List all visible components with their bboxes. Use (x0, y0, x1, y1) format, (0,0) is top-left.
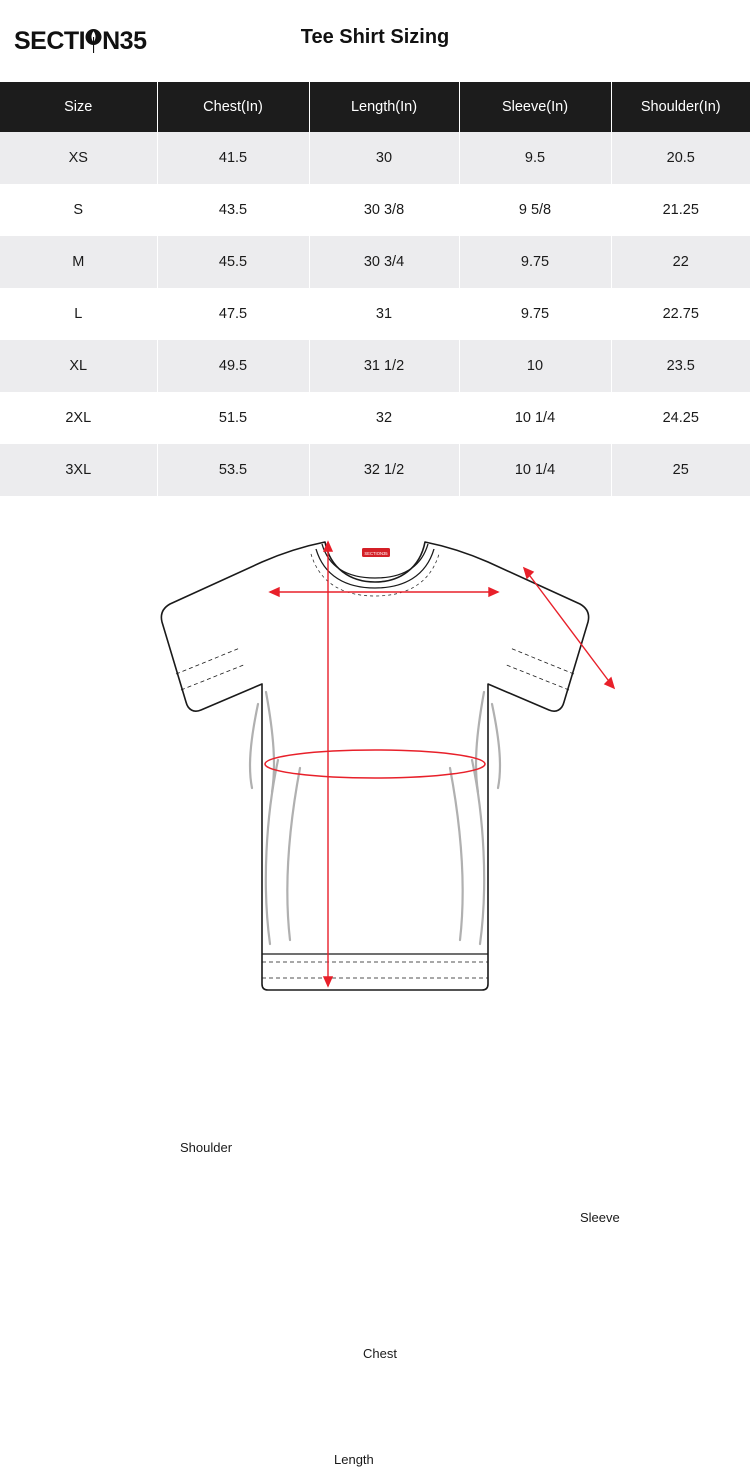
brand-logo-text-post: N35 (102, 26, 147, 55)
cell-shoulder: 20.5 (611, 132, 750, 184)
cell-chest: 41.5 (157, 132, 309, 184)
cell-length: 30 3/8 (309, 184, 459, 236)
table-row (0, 288, 750, 340)
cell-shoulder: 24.25 (611, 392, 750, 444)
table-row (0, 392, 750, 444)
page-header (0, 0, 750, 82)
cell-sleeve: 9 5/8 (459, 184, 611, 236)
table-header-row (0, 82, 750, 132)
cell-length: 30 3/4 (309, 236, 459, 288)
feather-circle-icon (85, 28, 102, 54)
cell-shoulder: 22 (611, 236, 750, 288)
page-title: Tee Shirt Sizing (300, 26, 450, 48)
column-header-shoulder: Shoulder(In) (611, 82, 750, 132)
cell-shoulder: 21.25 (611, 184, 750, 236)
cell-chest: 53.5 (157, 444, 309, 496)
label-length: Length (334, 1452, 374, 1467)
column-header-chest: Chest(In) (157, 82, 309, 132)
label-sleeve: Sleeve (580, 1210, 620, 1225)
cell-sleeve: 10 1/4 (459, 392, 611, 444)
cell-length: 30 (309, 132, 459, 184)
cell-length: 31 1/2 (309, 340, 459, 392)
cell-length: 32 1/2 (309, 444, 459, 496)
cell-chest: 45.5 (157, 236, 309, 288)
table-row (0, 340, 750, 392)
neck-tag-text: SECTION35 (364, 551, 388, 556)
cell-chest: 49.5 (157, 340, 309, 392)
cell-sleeve: 9.75 (459, 288, 611, 340)
cell-sleeve: 9.75 (459, 236, 611, 288)
label-shoulder: Shoulder (180, 1140, 233, 1155)
cell-size: L (0, 288, 157, 340)
brand-logo-text-pre: SECTI (14, 26, 86, 55)
cell-sleeve: 10 1/4 (459, 444, 611, 496)
column-header-length: Length(In) (309, 82, 459, 132)
cell-size: S (0, 184, 157, 236)
cell-size: XL (0, 340, 157, 392)
table-row (0, 444, 750, 496)
size-table (0, 82, 750, 496)
cell-size: M (0, 236, 157, 288)
brand-logo (14, 27, 147, 56)
tee-shirt-illustration (0, 516, 750, 1136)
cell-sleeve: 9.5 (459, 132, 611, 184)
cell-shoulder: 23.5 (611, 340, 750, 392)
cell-shoulder: 22.75 (611, 288, 750, 340)
table-row (0, 236, 750, 288)
cell-chest: 51.5 (157, 392, 309, 444)
cell-chest: 47.5 (157, 288, 309, 340)
cell-shoulder: 25 (611, 444, 750, 496)
tee-shirt-diagram (0, 516, 750, 1467)
table-row (0, 132, 750, 184)
cell-length: 32 (309, 392, 459, 444)
cell-length: 31 (309, 288, 459, 340)
table-row (0, 184, 750, 236)
cell-size: 3XL (0, 444, 157, 496)
table-body (0, 132, 750, 496)
column-header-size: Size (0, 82, 157, 132)
label-chest: Chest (363, 1346, 397, 1361)
column-header-sleeve: Sleeve(In) (459, 82, 611, 132)
cell-sleeve: 10 (459, 340, 611, 392)
cell-size: XS (0, 132, 157, 184)
cell-size: 2XL (0, 392, 157, 444)
cell-chest: 43.5 (157, 184, 309, 236)
